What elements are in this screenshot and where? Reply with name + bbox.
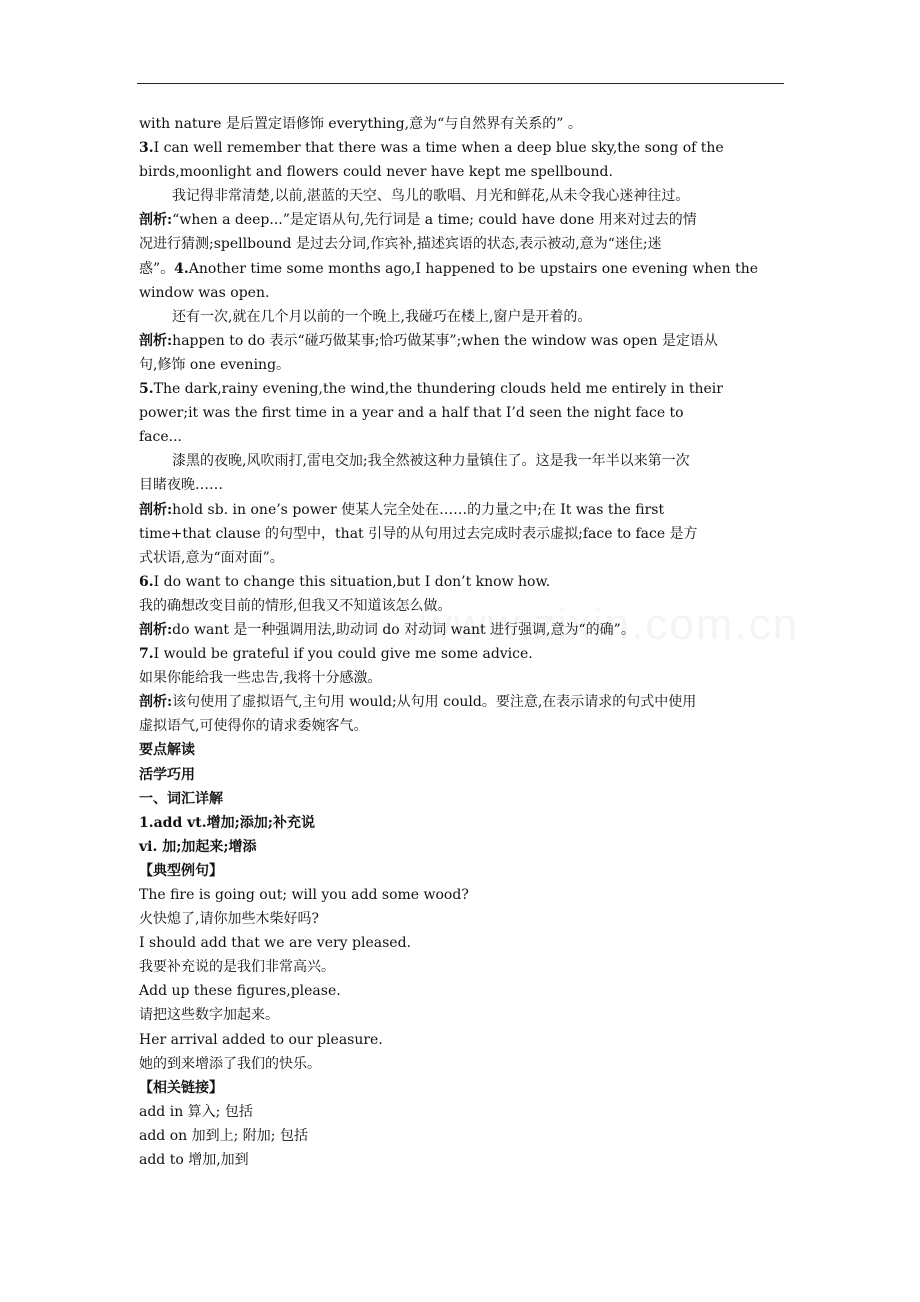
text-line — [139, 811, 807, 835]
text-line — [139, 281, 807, 305]
text-line — [139, 1124, 807, 1148]
text-line — [139, 136, 807, 160]
text-line — [139, 835, 807, 859]
text-run: 她的到来增添了我们的快乐。 — [139, 1055, 321, 1072]
bold-text: 4. — [174, 260, 189, 277]
text-run: 虚拟语气,可使得你的请求委婉客气。 — [139, 718, 368, 735]
text-line — [139, 690, 807, 714]
text-line — [139, 473, 807, 497]
bold-text: 7. — [139, 646, 154, 663]
text-run: The fire is going out; will you add some wood? — [139, 887, 469, 903]
text-line — [139, 522, 807, 546]
text-run: 我记得非常清楚,以前,湛蓝的天空、鸟儿的歌唱、月光和鲜花,从未令我心迷神往过。 — [172, 188, 690, 205]
text-run: 目睹夜晚…… — [139, 477, 223, 494]
text-run: 句,修饰 one evening。 — [139, 356, 291, 373]
bold-text: 剖析: — [139, 332, 173, 349]
text-line — [139, 305, 807, 329]
bold-text: 一、词汇详解 — [139, 790, 223, 807]
text-line — [139, 955, 807, 979]
text-run: 如果你能给我一些忠告,我将十分感激。 — [139, 670, 382, 687]
bold-text: 3. — [139, 140, 154, 157]
text-run: window was open. — [139, 284, 270, 301]
text-run: 火快熄了,请你加些木柴好吗? — [139, 911, 319, 928]
text-run: 我的确想改变目前的情形,但我又不知道该怎么做。 — [139, 597, 452, 614]
bold-text: 剖析: — [139, 694, 173, 711]
text-line — [139, 570, 807, 594]
text-line — [139, 1052, 807, 1076]
text-run: 该句使用了虚拟语气,主句用 would;从句用 could。要注意,在表示请求的句式中使用 — [172, 694, 697, 711]
text-run: I should add that we are very pleased. — [139, 935, 411, 952]
text-line — [139, 979, 807, 1003]
bold-text: 剖析: — [139, 501, 173, 518]
text-line — [139, 498, 807, 522]
text-line — [139, 666, 807, 690]
text-line — [139, 257, 807, 281]
document-body — [139, 112, 807, 1172]
text-run: 况进行猜测;spellbound 是过去分词,作宾补,描述宾语的状态,表示被动,意为“迷住;迷 — [139, 236, 662, 253]
text-run: hold sb. in one’s power 使某人完全处在……的力量之中;在 It was the first — [172, 501, 665, 518]
header-rule — [137, 83, 784, 84]
text-line — [139, 1148, 807, 1172]
text-line — [139, 112, 807, 136]
text-line — [139, 184, 807, 208]
text-run: I do want to change this situation,but I don’t know how. — [153, 573, 551, 590]
bold-text: 剖析: — [139, 212, 173, 229]
text-line — [139, 1003, 807, 1027]
text-line — [139, 353, 807, 377]
text-run: with nature 是后置定语修饰 everything,意为“与自然界有关系的” 。 — [139, 116, 582, 132]
text-line — [139, 449, 807, 473]
text-run: Her arrival added to our pleasure. — [139, 1031, 383, 1048]
text-line — [139, 642, 807, 666]
text-line — [139, 329, 807, 353]
text-line — [139, 1028, 807, 1052]
text-line — [139, 787, 807, 811]
text-run: 请把这些数字加起来。 — [139, 1007, 279, 1024]
text-run: add to 增加,加到 — [139, 1152, 249, 1169]
text-run: 惑”。 — [139, 260, 175, 277]
text-run: time+that clause 的句型中，that 引导的从句用过去完成时表示虚拟;face to face 是方 — [139, 525, 698, 542]
text-run: I would be grateful if you could give me some advice. — [153, 646, 533, 663]
bold-text: 5. — [139, 381, 154, 398]
bold-text: 活学巧用 — [139, 766, 195, 783]
text-line — [139, 401, 807, 425]
text-line — [139, 763, 807, 787]
bold-text: 【典型例句】 — [139, 862, 223, 879]
bold-text: 剖析: — [139, 621, 173, 638]
text-line — [139, 425, 807, 449]
text-line — [139, 714, 807, 738]
text-run: Add up these figures,please. — [139, 983, 341, 1000]
text-run: 式状语,意为“面对面”。 — [139, 549, 284, 566]
text-line — [139, 160, 807, 184]
text-run: birds,moonlight and flowers could never have kept me spellbound. — [139, 164, 613, 181]
text-run: add in 算入; 包括 — [139, 1103, 253, 1120]
text-line — [139, 594, 807, 618]
text-run: 还有一次,就在几个月以前的一个晚上,我碰巧在楼上,窗户是开着的。 — [172, 308, 592, 325]
bold-text: 【相关链接】 — [139, 1079, 223, 1096]
text-run: 我要补充说的是我们非常高兴。 — [139, 959, 335, 976]
text-line — [139, 377, 807, 401]
text-run: face... — [139, 429, 183, 446]
text-run: power;it was the first time in a year and a half that I’d seen the night face to — [139, 405, 684, 422]
bold-text: 要点解读 — [139, 742, 195, 759]
text-line — [139, 232, 807, 256]
text-run: “when a deep...”是定语从句,先行词是 a time; could have done 用来对过去的情 — [172, 212, 697, 229]
text-run: I can well remember that there was a time when a deep blue sky,the song of the — [153, 140, 724, 157]
text-line — [139, 1076, 807, 1100]
text-run: 漆黑的夜晚,风吹雨打,雷电交加;我全然被这种力量镇住了。这是我一年半以来第一次 — [172, 453, 690, 470]
text-line — [139, 907, 807, 931]
text-run: do want 是一种强调用法,助动词 do 对动词 want 进行强调,意为“的确”。 — [172, 621, 635, 638]
text-run: Another time some months ago,I happened to be upstairs one evening when the — [188, 260, 759, 277]
text-line — [139, 931, 807, 955]
text-run: happen to do 表示“碰巧做某事;恰巧做某事”;when the window was open 是定语从 — [172, 332, 718, 349]
text-line — [139, 738, 807, 762]
text-line — [139, 208, 807, 232]
bold-text: vi. 加;加起来;增添 — [139, 838, 257, 855]
text-run: The dark,rainy evening,the wind,the thundering clouds held me entirely in their — [153, 381, 723, 398]
bold-text: 6. — [139, 573, 154, 590]
text-run: add on 加到上; 附加; 包括 — [139, 1127, 308, 1144]
text-line — [139, 1100, 807, 1124]
text-line — [139, 883, 807, 907]
text-line — [139, 859, 807, 883]
text-line — [139, 618, 807, 642]
text-line — [139, 546, 807, 570]
bold-text: 1.add vt.增加;添加;补充说 — [139, 814, 315, 831]
